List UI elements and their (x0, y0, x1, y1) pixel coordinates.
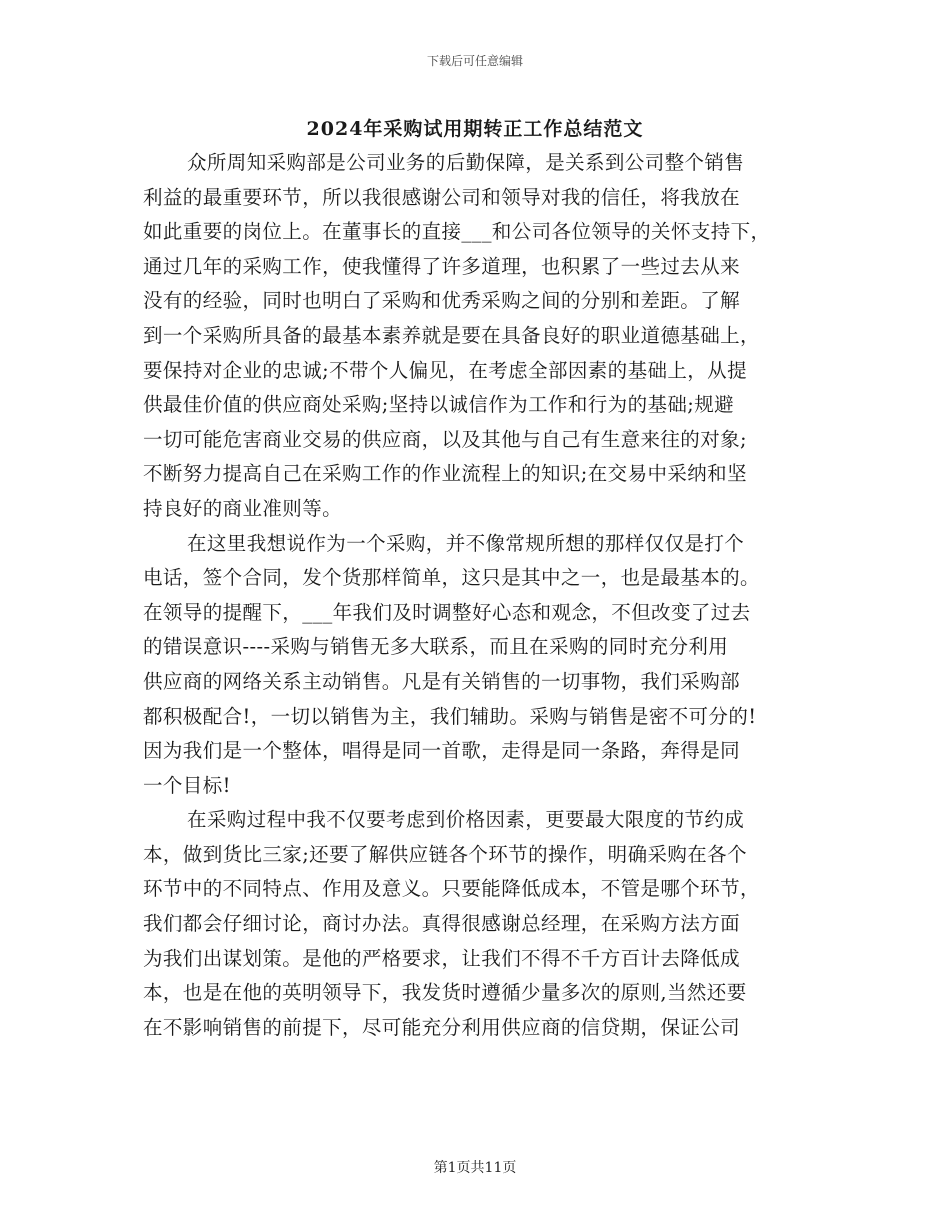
text-line: 环节中的不同特点、作用及意义。只要能降低成本，不管是哪个环节， (143, 877, 760, 901)
text-line: 我们都会仔细讨论，商讨办法。真得很感谢总经理，在采购方法方面 (143, 912, 741, 936)
text-line: 供最佳价值的供应商处采购;坚持以诚信作为工作和行为的基础;规避 (143, 393, 735, 417)
text-line: 为我们出谋划策。是他的严格要求，让我们不得不千方百计去降低成 (143, 946, 741, 970)
text-line: 持良好的商业准则等。 (143, 496, 343, 520)
text-line: 通过几年的采购工作，使我懂得了许多道理，也积累了一些过去从来 (143, 254, 741, 278)
text-line: 一切可能危害商业交易的供应商，以及其他与自己有生意来往的对象; (143, 427, 747, 451)
text-line: 到一个采购所具备的最基本素养就是要在具备良好的职业道德基础上， (143, 323, 760, 347)
text-line: 在采购过程中我不仅要考虑到价格因素，更要最大限度的节约成 (187, 808, 745, 832)
text-line: 在领导的提醒下，___年我们及时调整好心态和观念，不但改变了过去 (143, 600, 751, 624)
text-line: 本，也是在他的英明领导下，我发货时遵循少量多次的原则,当然还要 (143, 981, 747, 1005)
text-line: 在不影响销售的前提下，尽可能充分利用供应商的信贷期，保证公司 (143, 1015, 741, 1039)
text-line: 都积极配合!，一切以销售为主，我们辅助。采购与销售是密不可分的! (143, 704, 757, 728)
text-line: 的错误意识----采购与销售无多大联系，而且在采购的同时充分利用 (143, 635, 729, 659)
text-line: 众所周知采购部是公司业务的后勤保障，是关系到公司整个销售 (187, 151, 745, 174)
text-line: 在这里我想说作为一个采购，并不像常规所想的那样仅仅是打个 (187, 531, 745, 555)
text-line: 一个目标! (143, 773, 231, 797)
text-line: 供应商的网络关系主动销售。凡是有关销售的一切事物，我们采购部 (143, 669, 741, 693)
text-line: 不断努力提高自己在采购工作的作业流程上的知识;在交易中采纳和坚 (143, 462, 747, 486)
text-line: 利益的最重要环节，所以我很感谢公司和领导对我的信任，将我放在 (143, 185, 741, 209)
document-body (143, 146, 813, 1045)
text-line: 没有的经验，同时也明白了采购和优秀采购之间的分别和差距。了解 (143, 289, 741, 313)
document-title: 2024年采购试用期转正工作总结范文 (306, 118, 644, 140)
text-line: 本，做到货比三家;还要了解供应链各个环节的操作，明确采购在各个 (143, 842, 747, 866)
page-footer: 第1页共11页 (433, 1160, 517, 1176)
text-line: 如此重要的岗位上。在董事长的直接___和公司各位领导的关怀支持下， (143, 220, 771, 244)
text-line: 因为我们是一个整体，唱得是同一首歌，走得是同一条路，奔得是同 (143, 739, 741, 763)
header-note: 下载后可任意编辑 (426, 54, 523, 68)
text-line: 要保持对企业的忠诚;不带个人偏见，在考虑全部因素的基础上，从提 (143, 358, 747, 382)
text-line: 电话，签个合同，发个货那样简单，这只是其中之一，也是最基本的。 (143, 566, 760, 590)
